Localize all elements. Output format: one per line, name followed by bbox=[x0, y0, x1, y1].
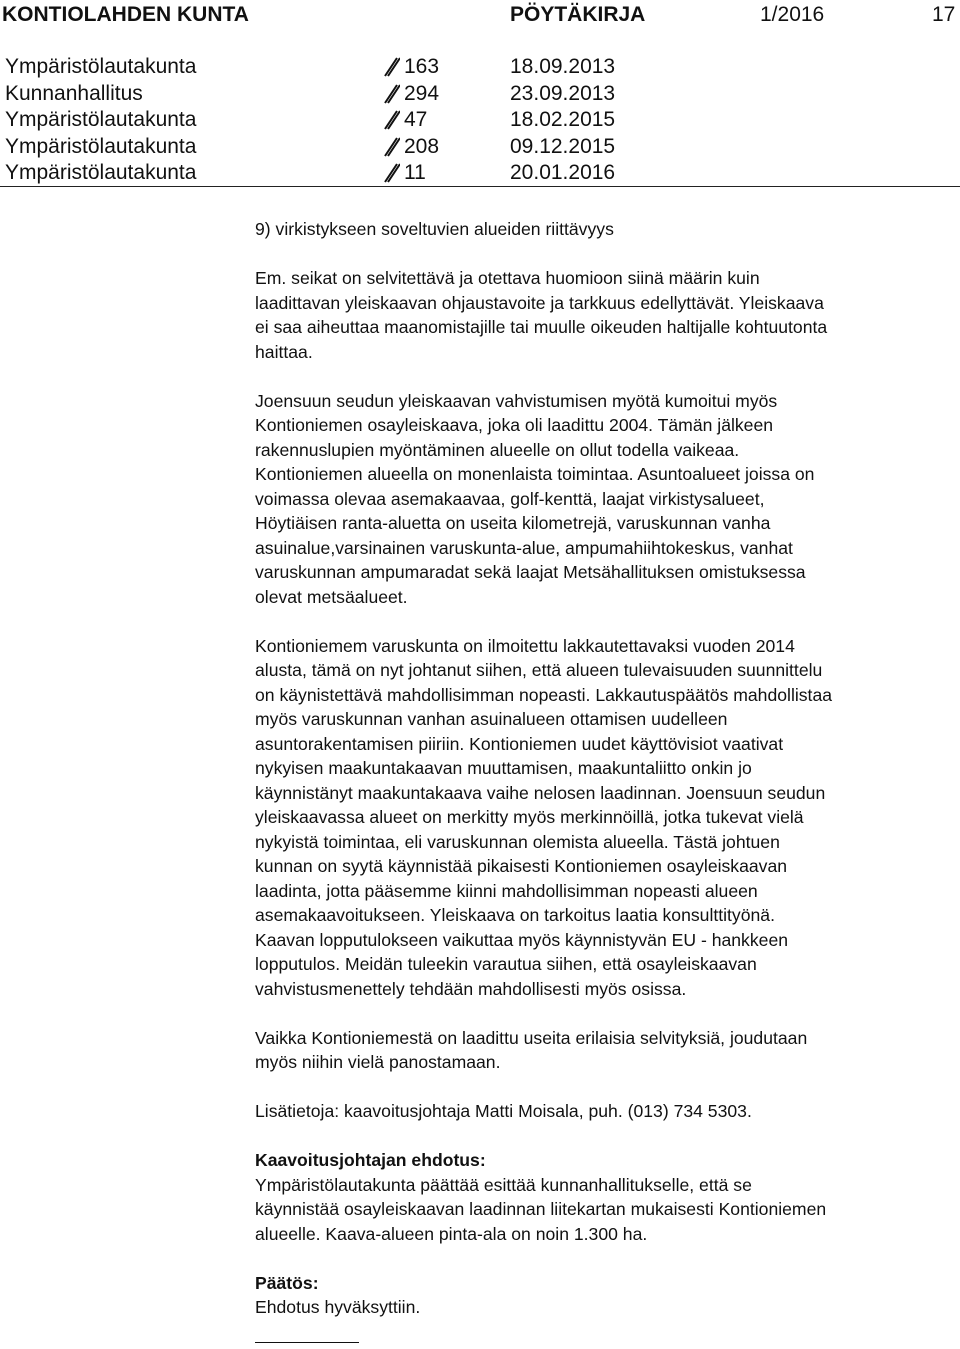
proposal-section bbox=[255, 1148, 955, 1246]
reference-body: Ympäristölautakunta bbox=[5, 55, 197, 78]
text-line: Kaavan lopputulokseen vaikuttaa myös käynnistyvän EU - hankkeen bbox=[255, 929, 789, 950]
text-line: myös varuskunnan vanhan asuinalueen ottamisen uudelleen bbox=[255, 709, 728, 729]
reference-date: 20.01.2016 bbox=[510, 161, 616, 184]
section-sign-icon bbox=[382, 110, 400, 130]
decision-heading: Päätös: bbox=[255, 1272, 319, 1293]
document-number: 1/2016 bbox=[760, 3, 825, 26]
proposal-heading: Kaavoitusjohtajan ehdotus: bbox=[255, 1150, 486, 1170]
paragraph bbox=[255, 266, 955, 364]
text-line: asuntorakentamisen piiriin. Kontioniemen uudet käyttövisiot vaativat bbox=[255, 733, 784, 754]
reference-date: 09.12.2015 bbox=[510, 134, 616, 158]
text-line: voimassa olevaa asemakaavaa, golf-kenttä, laajat virkistysalueet, bbox=[255, 488, 765, 509]
reference-section: 294 bbox=[404, 81, 440, 105]
text-line: nykyisen maakuntakaavan muuttamisen, maakuntaliitto onkin jo bbox=[255, 758, 752, 778]
reference-section: 163 bbox=[404, 55, 440, 78]
text-line: laadinta, jotta pääsemme kiinni mahdollisimman nopeasti alueen bbox=[255, 880, 758, 901]
reference-body: Kunnanhallitus bbox=[5, 81, 143, 105]
section-sign-icon bbox=[382, 84, 400, 104]
text-line: asuinalue,varsinainen varuskunta-alue, ampumahiihtokeskus, vanhat bbox=[255, 537, 793, 558]
text-line: Em. seikat on selvitettävä ja otettava huomioon siinä määrin kuin bbox=[255, 268, 760, 288]
paragraph bbox=[255, 389, 955, 610]
contact-info: Lisätietoja: kaavoitusjohtaja Matti Moisala, puh. (013) 734 5303. bbox=[255, 1101, 752, 1121]
organization-name: KONTIOLAHDEN KUNTA bbox=[2, 3, 249, 26]
document-body bbox=[255, 217, 955, 1320]
reference-row bbox=[0, 107, 960, 134]
text-line: Kontioniemem varuskunta on ilmoitettu lakkautettavaksi vuoden 2014 bbox=[255, 635, 795, 656]
reference-section: 208 bbox=[404, 134, 440, 158]
text-line: Höytiäisen ranta-aluetta on useita kilometrejä, varuskunnan vanha bbox=[255, 513, 771, 533]
text-line: myös niihin vielä panostamaan. bbox=[255, 1052, 501, 1072]
document-type: PÖYTÄKIRJA bbox=[510, 3, 646, 26]
header-divider bbox=[0, 186, 960, 187]
reference-body: Ympäristölautakunta bbox=[5, 161, 197, 184]
text-line: nykyistä toimintaa, eli varuskunnan olemista alueella. Tästä johtuen bbox=[255, 831, 780, 852]
signature-line bbox=[255, 1342, 359, 1343]
text-line: lopputulos. Meidän tuleekin varautua siihen, että osayleiskaavan bbox=[255, 954, 757, 974]
text-line: yleiskaavassa alueet on merkitty myös merkinnöillä, jotka tukevat vielä bbox=[255, 807, 804, 827]
text-line: alusta, tämä on nyt johtanut siihen, että alueen tulevaisuuden suunnittelu bbox=[255, 660, 823, 680]
reference-row bbox=[0, 54, 960, 81]
text-line: haittaa. bbox=[255, 341, 313, 362]
text-line: käynnistää osayleiskaavan laadinnan liitekartan mukaisesti Kontioniemen bbox=[255, 1199, 827, 1219]
reference-date: 23.09.2013 bbox=[510, 81, 616, 105]
reference-section: 47 bbox=[404, 108, 428, 131]
text-line: varuskunnan ampumaradat sekä laajat Metsähallituksen omistuksessa bbox=[255, 562, 806, 582]
text-line: Kontioniemen osayleiskaava, joka oli laadittu 2004. Tämän jälkeen bbox=[255, 415, 774, 435]
reference-row bbox=[0, 160, 960, 187]
text-line: olevat metsäalueet. bbox=[255, 586, 408, 607]
text-line: asemakaavoitukseen. Yleiskaava on tarkoitus laatia konsulttityönä. bbox=[255, 905, 775, 925]
section-sign-icon bbox=[382, 163, 400, 183]
reference-body: Ympäristölautakunta bbox=[5, 108, 197, 131]
section-sign-icon bbox=[382, 137, 400, 157]
text-line: kunnan on syytä käynnistää pikaisesti Kontioniemen osayleiskaavan bbox=[255, 856, 788, 876]
reference-list bbox=[0, 54, 960, 187]
list-item: 9) virkistykseen soveltuvien alueiden riittävyys bbox=[255, 219, 614, 239]
text-line: rakennuslupien myöntäminen alueelle on ollut todella vaikeaa. bbox=[255, 439, 740, 460]
paragraph bbox=[255, 634, 955, 1002]
document-header bbox=[0, 0, 960, 30]
text-line: ei saa aiheuttaa maanomistajille tai muulle oikeuden haltijalle kohtuutonta bbox=[255, 317, 828, 337]
reference-date: 18.02.2015 bbox=[510, 108, 616, 131]
text-line: alueelle. Kaava-alueen pinta-ala on noin 1.300 ha. bbox=[255, 1223, 648, 1244]
page-number: 17 bbox=[932, 3, 956, 26]
reference-date: 18.09.2013 bbox=[510, 55, 616, 78]
reference-section: 11 bbox=[404, 161, 426, 184]
text-line: on käynistettävä mahdollisimman nopeasti. Lakkautuspäätös mahdollistaa bbox=[255, 684, 833, 705]
paragraph bbox=[255, 1026, 955, 1075]
text-line: Vaikka Kontioniemestä on laadittu useita erilaisia selvityksiä, joudutaan bbox=[255, 1027, 808, 1048]
reference-body: Ympäristölautakunta bbox=[5, 134, 197, 158]
text-line: Kontioniemen alueella on monenlaista toimintaa. Asuntoalueet joissa on bbox=[255, 464, 815, 484]
text-line: Ympäristölautakunta päättää esittää kunnanhallitukselle, että se bbox=[255, 1174, 752, 1195]
text-line: laadittavan yleiskaavan ohjaustavoite ja tarkkuus edellyttävät. Yleiskaava bbox=[255, 292, 824, 313]
decision-section bbox=[255, 1271, 955, 1320]
text-line: käynnistänyt maakuntakaava vaihe nelosen laadinnan. Joensuun seudun bbox=[255, 782, 826, 803]
text-line: Joensuun seudun yleiskaavan vahvistumisen myötä kumoitui myös bbox=[255, 390, 778, 411]
reference-row bbox=[0, 134, 960, 161]
text-line: vahvistusmenettely tehdään mahdollisesti myös osissa. bbox=[255, 978, 687, 999]
section-sign-icon bbox=[382, 57, 400, 77]
decision-text: Ehdotus hyväksyttiin. bbox=[255, 1297, 421, 1317]
reference-row bbox=[0, 81, 960, 108]
